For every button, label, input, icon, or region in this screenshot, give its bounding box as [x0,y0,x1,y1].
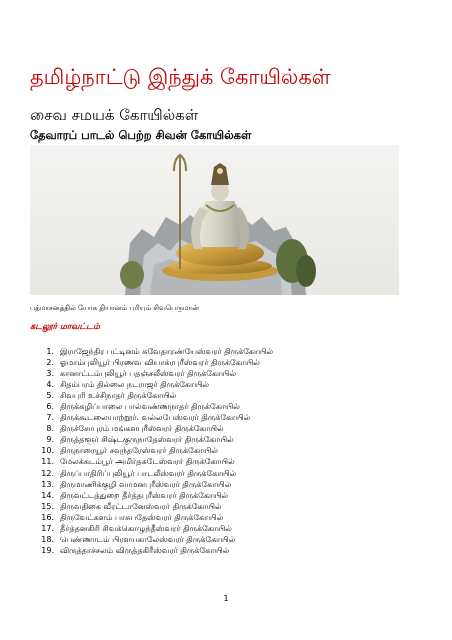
list-item [30,346,430,357]
image-caption: பத்மாசனத்தில் யோக தியானம் புரியும் சிவபெருமான் [30,304,199,312]
list-item [30,423,430,434]
temple-name: திருக்கழிப்பாலை பால்வண்ணநாதர் திருக்கோயில் [60,402,240,412]
list-item [30,390,430,401]
list-number: 7. [46,413,54,423]
list-number: 3. [46,369,54,379]
list-number: 11. [41,457,54,467]
district-heading: கடலூர் மாவட்டம் [30,322,100,332]
list-number: 16. [41,512,54,522]
list-item [30,501,430,512]
list-item [30,379,430,390]
list-number: 18. [41,534,54,544]
list-number: 14. [41,490,54,500]
list-item [30,412,430,423]
temple-name: சிவபுரி உச்சிநாதர் திருக்கோயில் [60,391,177,401]
temple-name: திருக்கூடலையாற்றூர். வல்லபேஸ்வரர் திருக்கோயில் [60,413,251,423]
page-number: 1 [223,594,229,603]
list-item [30,357,430,368]
list-number: 1. [46,347,54,356]
list-item [30,434,430,445]
shiva-statue-image [30,145,399,295]
list-number: 17. [41,523,54,533]
temple-list [30,346,430,556]
list-item [30,545,430,556]
list-number: 5. [46,391,54,401]
shiva-statue-illustration [30,145,399,295]
temple-name: விருத்தாச்சலம் விருத்தகிரீஸ்வரர் திருக்கோயில் [60,545,230,555]
list-item [30,368,430,379]
temple-name: சிதம்பரம் தில்லை நடராஜர் திருக்கோயில் [60,380,210,390]
list-item [30,534,430,545]
list-item [30,468,430,479]
temple-name: திருச்சோபுரம் மங்களபுரீஸ்வரர் திருக்கோயில் [60,424,224,434]
list-number: 19. [41,545,54,555]
list-item [30,490,430,501]
list-number: 10. [41,446,54,456]
list-item [30,523,430,534]
temple-name: இராஜேந்திர பட்டினம் சுவேதாரண்யேஸ்வரர் திருக்கோயில் [60,347,274,356]
temple-name: மேலக்கடம்பூர் அமிர்தகடேஸ்வரர் திருக்கோயில் [60,457,235,467]
section-subtitle: சைவ சமயக் கோயில்கள் [30,106,199,124]
temple-name: திருமாணிக்குழி வாமனபுரீஸ்வரர் திருக்கோயில் [60,479,232,489]
temple-name: பெண்ணாடம் பிரளயகாலேஸ்வரர் திருக்கோயில் [60,534,236,544]
temple-name: திருவட்டத்துறை தீர்த்தபுரீஸ்வரர் திருக்கோயில் [60,490,228,500]
list-number: 9. [46,435,54,445]
list-number: 12. [41,468,54,478]
list-item [30,512,430,523]
temple-name: ஓமாம்புலியூர் பிரணவ வியாக்ரபுரீஸ்வரர் திருக்கோயில் [60,358,260,368]
page-title: தமிழ்நாட்டு இந்துக் கோயில்கள் [30,65,331,89]
section-heading: தேவாரப் பாடல் பெற்ற சிவன் கோயில்கள் [30,128,252,142]
list-item [30,456,430,467]
list-item [30,401,430,412]
temple-name: கானாட்டம்புலியூர் பதஞ்சலீஸ்வரர் திருக்கோயில் [60,369,237,379]
list-number: 15. [41,501,54,511]
list-number: 13. [41,479,54,489]
list-number: 2. [46,358,54,368]
list-item [30,445,430,456]
temple-name: திருப்பாதிரிப்புலியூர் பாடலீஸ்வரர் திருக்கோயில் [60,468,237,478]
temple-name: திருவதிகை வீரட்டானேஸ்வரர் திருக்கோயில் [60,501,222,511]
temple-name: தீர்த்தனகிரி சிவக்கொழுந்தீஸ்வரர் திருக்கோயில் [60,523,232,533]
temple-name: திருத்தளூர் சிஷ்டகுருநாதேஸ்வரர் திருக்கோயில் [60,435,234,445]
temple-name: திருநாரையூர் சவுந்தரேஸ்வரர் திருக்கோயில் [60,446,218,456]
list-number: 8. [46,424,54,434]
temple-name: திருவேட்களம் பாசுபதேஸ்வரர் திருக்கோயில் [60,512,224,522]
list-number: 6. [46,402,54,412]
list-number: 4. [46,380,54,390]
list-item [30,479,430,490]
